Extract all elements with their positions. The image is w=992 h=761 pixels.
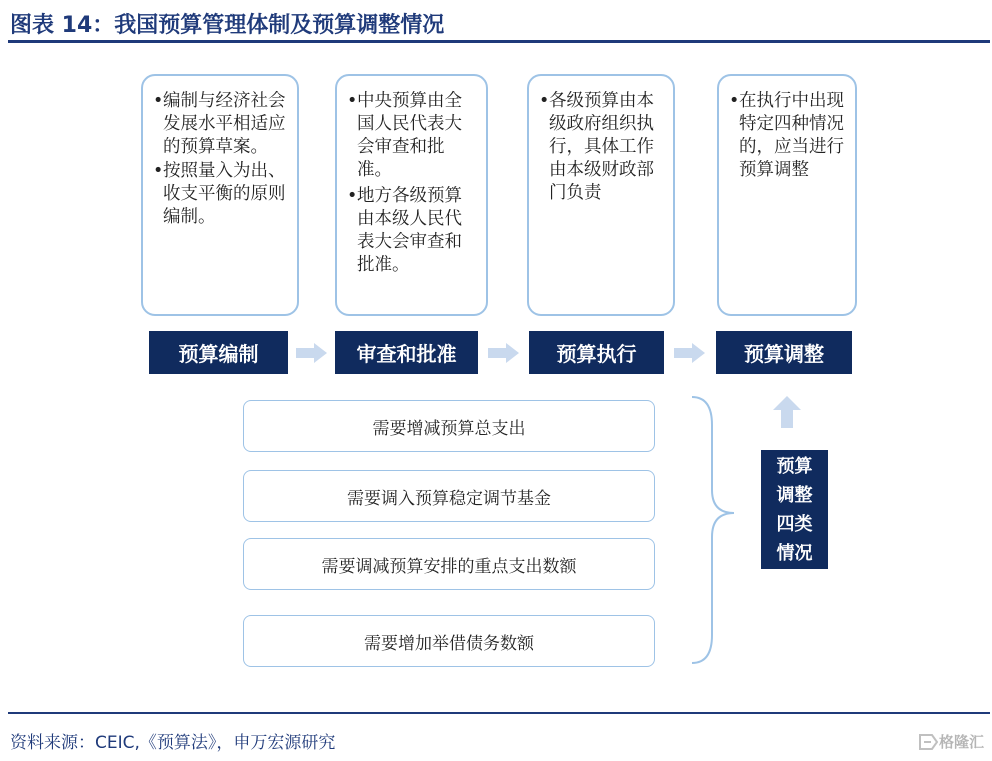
curly-brace-icon	[690, 395, 740, 667]
card-bullet: • 编制与经济社会发展水平相适应的预算草案。	[153, 91, 286, 157]
situation-item: 需要调入预算稳定调节基金	[243, 470, 655, 522]
figure-title: 图表 14：我国预算管理体制及预算调整情况	[10, 13, 445, 38]
situation-item: 需要增加举借债务数额	[243, 615, 655, 667]
footer-divider	[8, 712, 990, 714]
adjustment-category-box: 预算调整四类情况	[761, 450, 828, 569]
card-bullet: • 在执行中出现特定四种情况的，应当进行预算调整	[729, 91, 844, 180]
watermark-logo-icon	[917, 733, 939, 751]
watermark	[917, 731, 984, 752]
card-budget-execution	[527, 74, 675, 316]
title-divider	[8, 40, 990, 43]
stage-budget-execution: 预算执行	[529, 331, 664, 374]
card-bullet: • 地方各级预算由本级人民代表大会审查和批准。	[347, 186, 462, 275]
card-review-approval	[335, 74, 488, 316]
stage-budget-adjustment: 预算调整	[716, 331, 852, 374]
situation-item: 需要调减预算安排的重点支出数额	[243, 538, 655, 590]
card-bullet: • 中央预算由全国人民代表大会审查和批准。	[347, 91, 462, 180]
flow-arrow-icon	[488, 343, 520, 363]
stage-review-approval: 审查和批准	[335, 331, 478, 374]
situation-item: 需要增减预算总支出	[243, 400, 655, 452]
up-arrow-icon	[773, 396, 801, 428]
card-budget-compilation	[141, 74, 299, 316]
card-bullet: • 按照量入为出、收支平衡的原则编制。	[153, 161, 286, 227]
flow-arrow-icon	[296, 343, 328, 363]
stage-budget-compilation: 预算编制	[149, 331, 288, 374]
watermark-text: 格隆汇	[938, 733, 984, 751]
card-bullet: • 各级预算由本级政府组织执行，具体工作由本级财政部门负责	[539, 91, 654, 203]
source-note: 资料来源：CEIC,《预算法》，申万宏源研究	[10, 733, 336, 753]
flow-arrow-icon	[674, 343, 706, 363]
card-budget-adjustment	[717, 74, 857, 316]
